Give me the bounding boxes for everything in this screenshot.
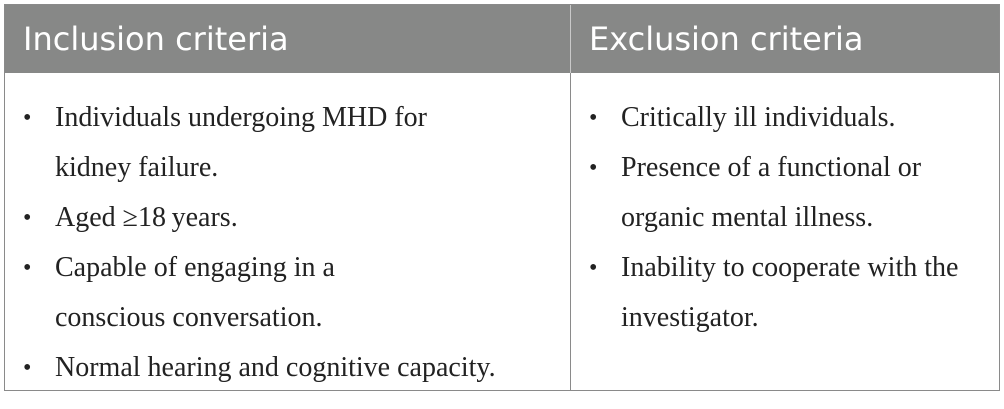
exclusion-column <box>571 73 999 390</box>
exclusion-item: • Critically ill individuals. <box>589 93 999 143</box>
inclusion-item: • Individuals undergoing MHD for kidney failure. <box>23 93 445 193</box>
inclusion-header: Inclusion criteria <box>5 5 571 73</box>
exclusion-list <box>589 93 999 343</box>
inclusion-item: • Aged ≥18 years. <box>23 193 570 243</box>
table-header <box>5 5 999 73</box>
criteria-table <box>4 4 1000 391</box>
table-body <box>5 73 999 390</box>
inclusion-list <box>23 93 570 393</box>
exclusion-item: • Inability to cooperate with the investigator. <box>589 243 981 343</box>
inclusion-column <box>5 73 571 390</box>
exclusion-header: Exclusion criteria <box>589 20 864 58</box>
exclusion-item: • Presence of a functional or organic mental illness. <box>589 143 941 243</box>
inclusion-item: • Capable of engaging in a conscious conversation. <box>23 243 385 343</box>
inclusion-item: • Normal hearing and cognitive capacity. <box>23 343 570 393</box>
